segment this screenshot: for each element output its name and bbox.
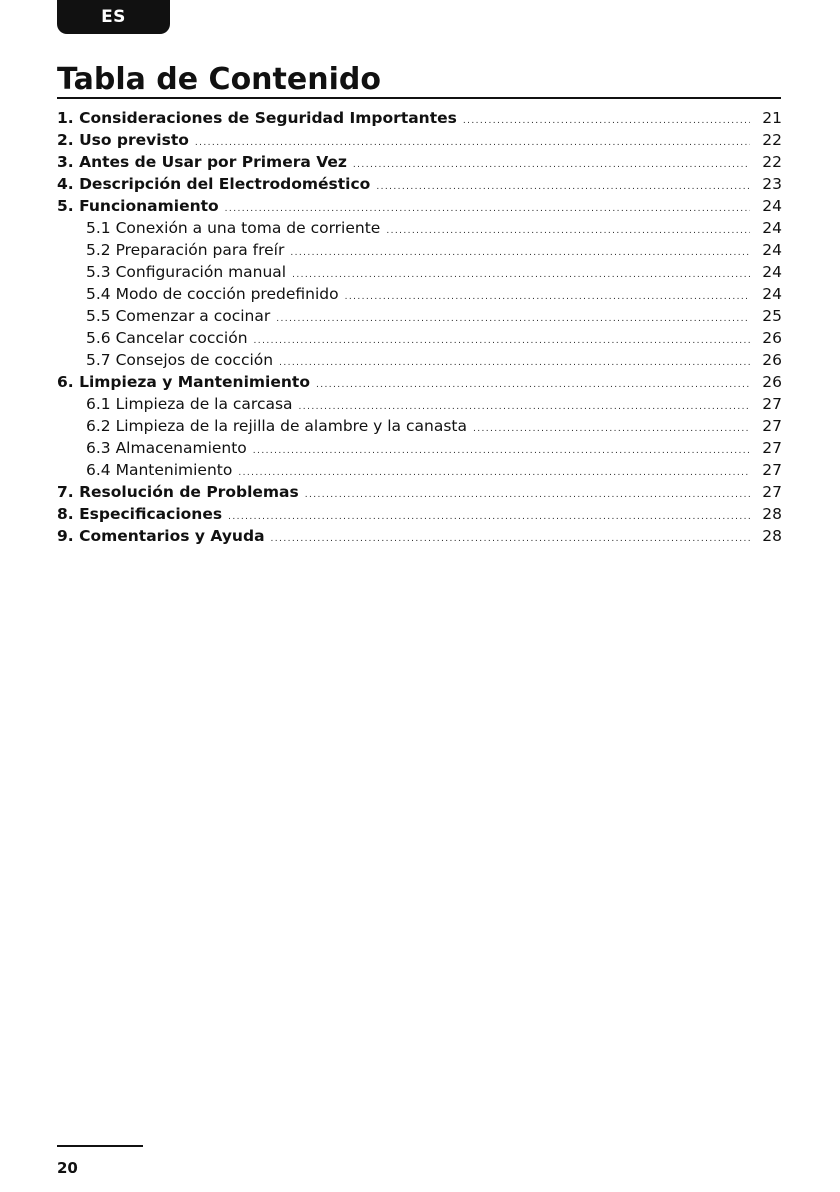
toc-dot-leader xyxy=(376,176,750,198)
toc-entry-page: 21 xyxy=(762,109,782,127)
toc-entry-page: 24 xyxy=(762,219,782,237)
toc-section-entry xyxy=(57,151,782,173)
toc-entry-page: 24 xyxy=(762,241,782,259)
toc-subsection-entry xyxy=(57,239,782,261)
toc-entry-label: 4. Descripción del Electrodoméstico xyxy=(57,175,371,193)
toc-dot-leader xyxy=(305,484,750,506)
toc-dot-leader xyxy=(276,308,750,330)
toc-entry-label: 5.3 Configuración manual xyxy=(86,263,287,281)
toc-entry-page: 27 xyxy=(762,439,782,457)
toc-subsection-entry xyxy=(57,217,782,239)
toc-dot-leader xyxy=(238,462,750,484)
toc-subsection-entry xyxy=(57,349,782,371)
toc-dot-leader xyxy=(228,506,750,528)
toc-entry-label: 9. Comentarios y Ayuda xyxy=(57,527,265,545)
toc-entry-page: 26 xyxy=(762,329,782,347)
toc-dot-leader xyxy=(292,264,750,286)
toc-subsection-entry xyxy=(57,261,782,283)
toc-dot-leader xyxy=(386,220,750,242)
toc-entry-label: 7. Resolución de Problemas xyxy=(57,483,299,501)
toc-section-entry xyxy=(57,481,782,503)
toc-section-entry xyxy=(57,129,782,151)
toc-subsection-entry xyxy=(57,327,782,349)
page-title: Tabla de Contenido xyxy=(57,62,381,97)
toc-dot-leader xyxy=(463,110,750,132)
toc-dot-leader xyxy=(253,440,750,462)
toc-entry-label: 6.2 Limpieza de la rejilla de alambre y la canasta xyxy=(86,417,467,435)
toc-entry-label: 2. Uso previsto xyxy=(57,131,189,149)
toc-dot-leader xyxy=(279,352,750,374)
toc-subsection-entry xyxy=(57,415,782,437)
toc-entry-label: 6.4 Mantenimiento xyxy=(86,461,233,479)
toc-entry-label: 1. Consideraciones de Seguridad Importantes xyxy=(57,109,457,127)
toc-dot-leader xyxy=(271,528,750,550)
title-divider xyxy=(57,97,781,99)
toc-entry-page: 27 xyxy=(762,483,782,501)
toc-entry-page: 22 xyxy=(762,131,782,149)
toc-dot-leader xyxy=(345,286,750,308)
toc-dot-leader xyxy=(316,374,750,396)
toc-entry-page: 28 xyxy=(762,505,782,523)
toc-entry-page: 27 xyxy=(762,395,782,413)
toc-entry-label: 6.1 Limpieza de la carcasa xyxy=(86,395,293,413)
toc-entry-label: 5.6 Cancelar cocción xyxy=(86,329,248,347)
toc-entry-page: 25 xyxy=(762,307,782,325)
toc-section-entry xyxy=(57,195,782,217)
toc-dot-leader xyxy=(254,330,750,352)
toc-entry-page: 26 xyxy=(762,351,782,369)
toc-entry-label: 5.7 Consejos de cocción xyxy=(86,351,274,369)
toc-entry-label: 6. Limpieza y Mantenimiento xyxy=(57,373,310,391)
language-tab: ES xyxy=(57,0,170,34)
toc-section-entry xyxy=(57,503,782,525)
toc-entry-page: 27 xyxy=(762,461,782,479)
toc-entry-page: 22 xyxy=(762,153,782,171)
toc-entry-label: 5.4 Modo de cocción predefinido xyxy=(86,285,339,303)
toc-entry-page: 24 xyxy=(762,285,782,303)
toc-subsection-entry xyxy=(57,437,782,459)
toc-entry-page: 26 xyxy=(762,373,782,391)
toc-subsection-entry xyxy=(57,305,782,327)
toc-entry-label: 8. Especificaciones xyxy=(57,505,223,523)
toc-subsection-entry xyxy=(57,459,782,481)
table-of-contents xyxy=(57,107,782,547)
toc-entry-label: 5. Funcionamiento xyxy=(57,197,219,215)
page-number: 20 xyxy=(57,1159,78,1177)
toc-entry-page: 23 xyxy=(762,175,782,193)
toc-entry-page: 27 xyxy=(762,417,782,435)
toc-entry-page: 24 xyxy=(762,263,782,281)
toc-section-entry xyxy=(57,525,782,547)
footer-divider xyxy=(57,1145,143,1147)
toc-entry-label: 5.1 Conexión a una toma de corriente xyxy=(86,219,381,237)
toc-entry-label: 6.3 Almacenamiento xyxy=(86,439,247,457)
toc-entry-label: 5.5 Comenzar a cocinar xyxy=(86,307,271,325)
toc-dot-leader xyxy=(290,242,750,264)
toc-entry-label: 5.2 Preparación para freír xyxy=(86,241,285,259)
toc-section-entry xyxy=(57,371,782,393)
toc-entry-page: 28 xyxy=(762,527,782,545)
toc-subsection-entry xyxy=(57,283,782,305)
toc-section-entry xyxy=(57,107,782,129)
toc-dot-leader xyxy=(473,418,750,440)
toc-entry-page: 24 xyxy=(762,197,782,215)
toc-dot-leader xyxy=(353,154,750,176)
toc-section-entry xyxy=(57,173,782,195)
toc-entry-label: 3. Antes de Usar por Primera Vez xyxy=(57,153,347,171)
toc-subsection-entry xyxy=(57,393,782,415)
